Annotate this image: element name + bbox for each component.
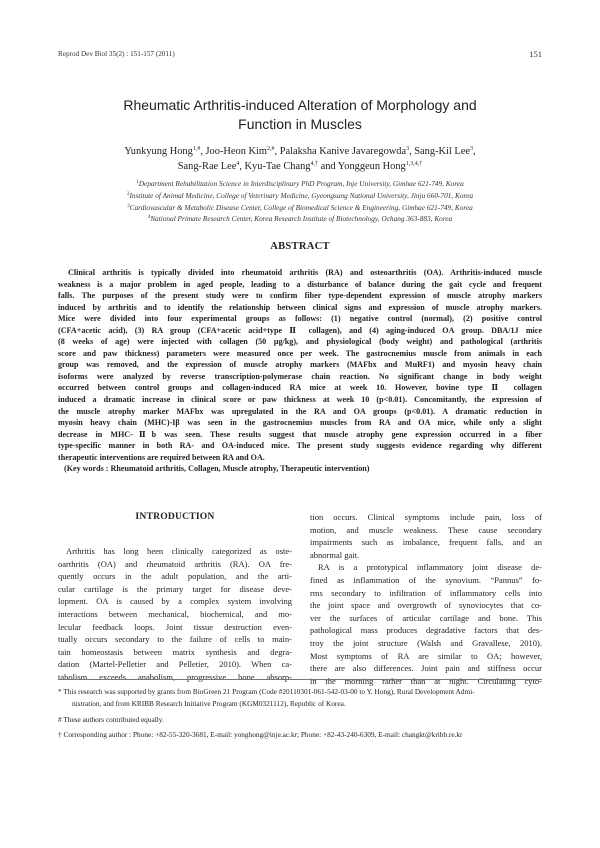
affiliation-mark: 1 xyxy=(136,180,139,185)
body-line: motion, and muscle weakness. These cause secondary xyxy=(310,524,542,535)
abstract-line: Mice were divided into four experimental groups as follows: (1) negative control (normal), (2) positive control xyxy=(58,314,542,324)
page-number: 151 xyxy=(529,49,542,59)
affiliation-text: Institute of Animal Medicine, College of Veterinary Medicine, Gyeongsang National University, Jinju 660-701, Korea xyxy=(129,190,473,200)
abstract-body xyxy=(58,267,542,475)
abstract-line: decrease in MHC-Ⅱb was seen. These results suggest that muscle atrophy gene expression occurred in a fiber xyxy=(58,429,542,439)
body-line: abnormal gait. xyxy=(310,549,360,560)
body-line: interactions between mechanical, biochemical, and mo- xyxy=(58,608,292,619)
affiliation xyxy=(40,190,560,202)
section-heading-introduction: INTRODUCTION xyxy=(135,511,215,522)
author-affiliation-mark: 2,# xyxy=(267,146,275,152)
abstract-line: induced a dramatic increase in clinical score or paw thickness at week 10 (p<0.01). Concomitantly, the expression of xyxy=(58,395,542,405)
body-line: quently occurs in the adult population, and the arti- xyxy=(58,571,292,582)
author-name: Yonggeun Hong xyxy=(337,161,406,172)
abstract-line: myosin heavy chain (MHC)-Iβ was seen in the gastrocnemius muscles from RA and OA mice, while only a slight xyxy=(58,418,542,428)
left-column xyxy=(58,511,292,684)
author-name: Palaksha Kanive Javaregowda xyxy=(279,146,407,157)
footnote-funding: * This research was supported by grants from BioGreen 21 Program (Code #20110301-061-542-03-00 to Y. Hong), Rural Development Admi- xyxy=(58,687,475,696)
body-line: cular cartilage is the primary target for disease deve- xyxy=(58,583,292,594)
affiliation-mark: 4 xyxy=(147,215,151,221)
author-separator: , xyxy=(200,146,206,157)
author-separator: , xyxy=(274,146,280,157)
body-line: impairments such as imbalance, frequent falls, and an xyxy=(310,537,542,548)
affiliation-list xyxy=(40,178,560,225)
footnote-equal-contribution: # These authors contributed equally. xyxy=(58,714,164,724)
abstract-line: the muscle atrophy marker MAFbx was upregulated in the RA and OA groups (p<0.01). A dramatic reduction in xyxy=(58,406,542,416)
author-affiliation-mark: 4,† xyxy=(310,161,318,167)
author-name: Kyu-Tae Chang xyxy=(244,161,311,172)
abstract-line: falls. The purposes of the present study were to confirm fiber type-dependent expression of muscle atrophy markers xyxy=(58,291,542,301)
footnote-divider xyxy=(58,679,542,680)
author-separator: , xyxy=(472,146,476,157)
affiliation xyxy=(40,202,560,214)
affiliation-text: Department Rehabilitation Science in Interdisciplinary PhD Program, Inje University, Gimhae 621-749, Korea xyxy=(138,179,464,188)
abstract-line: group was removed, and the expression of muscle atrophy markers (MAFbx and MuRF1) and myosin heavy chain xyxy=(58,360,542,370)
body-line: the joint space and overgrowth of synoviocytes that co- xyxy=(310,600,542,611)
body-line: pathological mass produces degradative factors that des- xyxy=(310,625,542,636)
author-affiliation-mark: 1,3,4,† xyxy=(405,161,423,167)
abstract-line: (CFA+acetic acid), (3) RA group (CFA+acetic acid+type Ⅱ collagen), and (4) aging-induced OA group. DBA/1J mice xyxy=(58,325,542,335)
affiliation xyxy=(40,178,560,190)
title-line: Function in Muscles xyxy=(238,116,362,132)
body-line: oarthritis (OA) and rheumatoid arthritis (RA). OA fre- xyxy=(58,558,292,569)
abstract-line: score and paw thickness) parameters were measured once per week. The gastrocnemius muscle from animals in each xyxy=(58,348,542,358)
body-line: there are also differences. Joint pain and stiffness occur xyxy=(310,663,542,674)
affiliation-mark: 2 xyxy=(126,191,130,197)
journal-citation: Reprod Dev Biol 35(2) : 151-157 (2011) xyxy=(58,50,175,58)
author-name: Sang-Kil Lee xyxy=(414,146,470,157)
abstract-line: induced by arthritis and to identify the relationship between clinical signs and expression of muscle atrophy markers. xyxy=(58,302,542,312)
body-line: rms secondary to infiltration of inflammatory cells into xyxy=(310,587,542,598)
abstract-line: (8 weeks of age) were injected with collagen (50 μg/kg), and physiological (body weight) and pathological (arthritis xyxy=(58,337,542,347)
body-line: lecular feedback loops. Joint tissue destruction even- xyxy=(58,621,292,632)
body-line: Arthritis has long been clinically categorized as oste- xyxy=(66,546,292,556)
author-affiliation-mark: 4 xyxy=(236,161,240,167)
article-title xyxy=(60,96,540,134)
body-line: ver the surfaces of articular cartilage and bone. This xyxy=(310,612,542,623)
author-line xyxy=(40,159,560,174)
body-line: tain homeostasis between matrix synthesis and degra- xyxy=(58,646,292,657)
title-line: Rheumatic Arthritis-induced Alteration of Morphology and xyxy=(123,97,477,113)
abstract-line: isoforms were analyzed by reverse transcription-polymerase chain reaction. No significant change in body weight xyxy=(58,371,542,381)
author-name: Sang-Rae Lee xyxy=(177,161,237,172)
abstract-line: type-specific manner in both RA- and OA-induced mice. The present study suggests evidence regarding why different xyxy=(58,441,542,451)
author-separator: , xyxy=(239,161,245,172)
author-affiliation-mark: 3 xyxy=(469,146,473,152)
body-line: Most symptoms of RA are similar to OA; however, xyxy=(310,650,542,661)
abstract-line: occurred between control groups and collagen-induced RA mice at week 10. However, bovine type Ⅱ collagen xyxy=(58,383,542,393)
footnote-corresponding-author: † Corresponding author : Phone: +82-55-320-3681, E-mail: yonghong@inje.ac.kr; Phone: +82-43-240-6309, E-mail: changkt@kribb.re.kr xyxy=(58,730,463,740)
author-separator: , xyxy=(409,146,415,157)
body-line: tually occurs secondary to the failure of cells to main- xyxy=(58,634,292,645)
author-list xyxy=(40,144,560,174)
author-name: Yunkyung Hong xyxy=(124,146,193,157)
body-line: tion occurs. Clinical symptoms include pain, loss of xyxy=(310,512,542,522)
author-affiliation-mark: 1,# xyxy=(192,146,201,152)
body-line: fined as inflammation of the synovium. “Pannus” fo- xyxy=(310,574,542,585)
author-line xyxy=(40,144,560,159)
author-name: Joo-Heon Kim xyxy=(205,146,267,157)
body-line: lopment. OA is caused by a complex system involving xyxy=(58,596,292,607)
footnote-funding-continued: nistration, and from KRIBB Research Initiative Program (KGM0321112), Republic of Korea. xyxy=(72,699,346,709)
body-line: troy the joint structure (Walsh and Gravallese, 2010). xyxy=(310,637,542,648)
keywords: (Key words : Rheumatoid arthritis, Collagen, Muscle atrophy, Therapeutic intervention) xyxy=(64,464,370,474)
body-line: in the morning rather than at night. Circulating cyto- xyxy=(310,675,542,686)
footnotes xyxy=(58,686,542,742)
abstract-line: weakness is a major problem in aged people, leading to a disturbance of balance during the gait cycle and frequent xyxy=(58,279,542,289)
body-line: tabolism exceeds anabolism, progressive bone absorp- xyxy=(58,671,292,682)
affiliation xyxy=(40,213,560,225)
affiliation-mark: 3 xyxy=(127,203,130,209)
abstract-line: Clinical arthritis is typically divided into rheumatoid arthritis (RA) and osteoarthritis (OA). Arthritis-induced muscle xyxy=(68,268,542,277)
affiliation-text: National Primate Research Center, Korea Research Institute of Biotechnology, Ochang 363-883, Korea xyxy=(150,214,453,224)
author-affiliation-mark: 3 xyxy=(406,146,410,152)
abstract-line: therapeutic interventions are required between RA and OA. xyxy=(58,452,265,462)
body-line: RA is a prototypical inflammatory joint disease de- xyxy=(318,562,542,573)
affiliation-text: Cardiovascular & Metabolic Disease Center, College of Biomedical Science & Engineering, Gimhae 621-749, Korea xyxy=(129,202,473,212)
author-separator: and xyxy=(317,161,338,172)
abstract-heading: ABSTRACT xyxy=(270,241,330,252)
right-column xyxy=(310,511,542,687)
body-line: dation (Martel-Pelletier and Pelletier, 2010). When ca- xyxy=(58,659,292,670)
